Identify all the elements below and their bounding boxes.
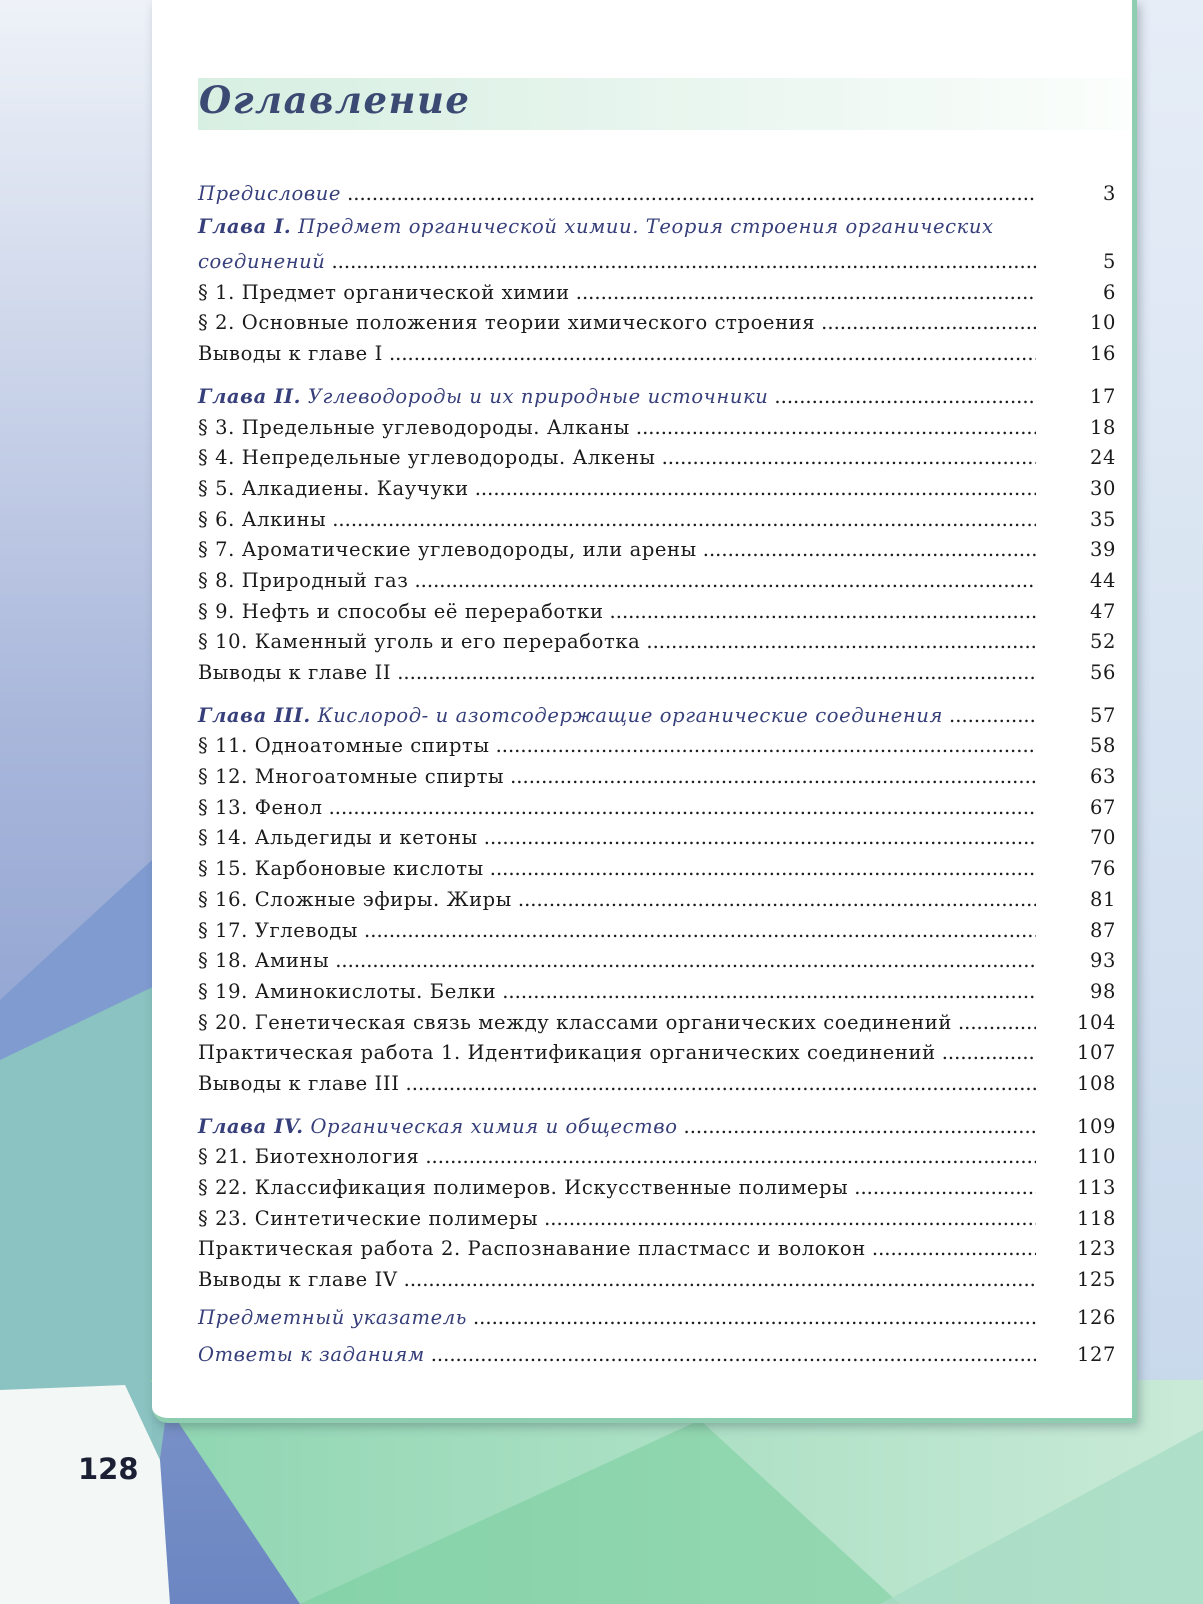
toc-entry-text: § 13. Фенол <box>198 795 323 819</box>
toc-entry-preface[interactable] <box>198 174 1116 205</box>
toc-entry[interactable] <box>198 304 1116 335</box>
toc-entry[interactable] <box>198 972 1116 1003</box>
toc-entry[interactable] <box>198 1034 1116 1065</box>
toc-entry-text: § 7. Ароматические углеводороды, или арены <box>198 538 697 562</box>
leader-dots <box>414 569 1036 592</box>
toc-entry-text: § 6. Алкины <box>198 507 327 531</box>
leader-dots <box>496 734 1036 757</box>
toc-entry-page: 18 <box>1089 415 1116 439</box>
leader-dots <box>684 1115 1036 1138</box>
leader-dots <box>347 182 1036 205</box>
chapter-title <box>198 385 768 408</box>
chapter-title <box>198 704 943 727</box>
toc-entry-page: 35 <box>1089 507 1116 531</box>
leader-dots <box>335 949 1036 972</box>
toc-entry-text: Предметный указатель <box>198 1305 467 1329</box>
toc-entry-page: 63 <box>1089 765 1116 789</box>
toc-entry-page: 44 <box>1089 568 1116 592</box>
toc-entry-page: 58 <box>1089 734 1116 758</box>
leader-dots <box>576 281 1036 304</box>
toc-entry-page: 39 <box>1089 538 1116 562</box>
toc-entry-text: § 11. Одноатомные спирты <box>198 734 490 758</box>
toc-entry-page: 110 <box>1076 1145 1116 1169</box>
leader-dots <box>475 477 1036 500</box>
toc-entry[interactable] <box>198 273 1116 304</box>
leader-dots <box>364 919 1036 942</box>
toc-entry-page: 93 <box>1089 949 1116 973</box>
toc-entry-page: 67 <box>1089 795 1116 819</box>
toc-entry[interactable] <box>198 727 1116 758</box>
toc-entry[interactable] <box>198 1230 1116 1261</box>
leader-dots <box>610 600 1036 623</box>
toc-entry-page: 52 <box>1089 630 1116 654</box>
toc-entry-text: Ответы к заданиям <box>198 1343 425 1367</box>
toc-entry-text: § 19. Аминокислоты. Белки <box>198 979 497 1003</box>
toc-entry-text: § 3. Предельные углеводороды. Алканы <box>198 415 630 439</box>
page-title: Оглавление <box>199 78 471 122</box>
toc-entry-page: 6 <box>1102 280 1116 304</box>
toc-entry[interactable] <box>198 408 1116 439</box>
toc-entry-text: Выводы к главе III <box>198 1071 400 1095</box>
toc-entry[interactable] <box>198 592 1116 623</box>
toc-entry-page: 17 <box>1089 384 1116 408</box>
toc-entry-text: § 1. Предмет органической химии <box>198 280 570 304</box>
toc-entry[interactable] <box>198 942 1116 973</box>
toc-entry[interactable] <box>198 623 1116 654</box>
toc-entry-page: 76 <box>1089 857 1116 881</box>
toc-entry-page: 56 <box>1089 661 1116 684</box>
toc-entry[interactable] <box>198 439 1116 470</box>
toc-entry[interactable] <box>198 334 1116 365</box>
toc-entry-page: 70 <box>1089 826 1116 850</box>
chapter-title-line1 <box>198 212 1116 243</box>
toc-entry[interactable] <box>198 788 1116 819</box>
toc-entry[interactable] <box>198 1199 1116 1230</box>
toc-entry-page: 108 <box>1076 1071 1116 1095</box>
toc-entry-text: § 10. Каменный уголь и его переработка <box>198 630 641 654</box>
leader-dots <box>949 704 1036 727</box>
toc-entry-page: 87 <box>1089 918 1116 942</box>
toc-entry-text: § 17. Углеводы <box>198 918 359 942</box>
leader-dots <box>636 416 1036 439</box>
chapter-label: Глава IV. <box>198 1114 304 1138</box>
leader-dots <box>397 661 1036 684</box>
chapter-label: Глава III. <box>198 703 311 727</box>
toc-entry-text: § 2. Основные положения теории химического строения <box>198 311 816 335</box>
toc-entry-page: 30 <box>1089 476 1116 500</box>
leader-dots <box>854 1176 1036 1199</box>
toc-entry-text: § 21. Биотехнология <box>198 1145 420 1169</box>
toc-entry-page: 118 <box>1076 1206 1116 1230</box>
table-of-contents <box>198 174 1116 1366</box>
toc-entry-text: Выводы к главе IV <box>198 1268 398 1292</box>
leader-dots <box>404 1268 1036 1291</box>
leader-dots <box>331 250 1036 273</box>
leader-dots <box>958 1011 1036 1034</box>
toc-entry[interactable] <box>198 469 1116 500</box>
toc-chapter-1[interactable] <box>198 212 1116 273</box>
leader-dots <box>502 980 1036 1003</box>
toc-entry-page: 127 <box>1076 1343 1116 1367</box>
leader-dots <box>774 385 1036 408</box>
leader-dots <box>662 446 1036 469</box>
page-number: 128 <box>78 1452 139 1486</box>
toc-entry-page: 16 <box>1089 342 1116 366</box>
toc-entry-text: Практическая работа 1. Идентификация органических соединений <box>198 1041 936 1065</box>
leader-dots <box>484 826 1036 849</box>
toc-entry-page: 107 <box>1076 1041 1116 1065</box>
toc-chapter-4[interactable] <box>198 1107 1116 1138</box>
toc-entry-page: 81 <box>1089 887 1116 911</box>
leader-dots <box>473 1306 1036 1329</box>
leader-dots <box>703 538 1036 561</box>
toc-entry-page: 98 <box>1089 979 1116 1003</box>
toc-entry-text: § 22. Классификация полимеров. Искусственные полимеры <box>198 1176 849 1199</box>
leader-dots <box>872 1237 1036 1260</box>
toc-entry[interactable] <box>198 653 1116 684</box>
toc-entry-text: § 18. Амины <box>198 949 330 973</box>
toc-chapter-2[interactable] <box>198 377 1116 408</box>
toc-entry[interactable] <box>198 531 1116 562</box>
chapter-title-text: Кислород- и азотсодержащие органические соединения <box>317 703 944 727</box>
toc-entry[interactable] <box>198 849 1116 880</box>
toc-entry-page: 57 <box>1089 703 1116 727</box>
toc-entry-page: 5 <box>1102 250 1116 274</box>
toc-entry-answers[interactable] <box>198 1336 1116 1367</box>
chapter-label: Глава I. <box>198 214 292 238</box>
toc-entry-page: 47 <box>1089 599 1116 623</box>
toc-entry[interactable] <box>198 819 1116 850</box>
leader-dots <box>431 1343 1036 1366</box>
toc-entry-text: § 14. Альдегиды и кетоны <box>198 826 478 850</box>
chapter-title <box>198 1115 678 1138</box>
toc-entry-text: § 4. Непредельные углеводороды. Алкены <box>198 446 656 470</box>
toc-entry[interactable] <box>198 1064 1116 1095</box>
leader-dots <box>942 1041 1036 1064</box>
leader-dots <box>518 888 1036 911</box>
leader-dots <box>646 630 1036 653</box>
toc-entry-text: § 12. Многоатомные спирты <box>198 765 505 789</box>
toc-entry[interactable] <box>198 1138 1116 1169</box>
toc-entry-page: 104 <box>1076 1010 1116 1034</box>
toc-entry-text: Выводы к главе I <box>198 342 383 366</box>
toc-entry-text: Выводы к главе II <box>198 661 392 684</box>
toc-entry[interactable] <box>198 500 1116 531</box>
leader-dots <box>821 311 1036 334</box>
leader-dots <box>406 1072 1036 1095</box>
toc-entry[interactable] <box>198 1003 1116 1034</box>
leader-dots <box>389 342 1036 365</box>
leader-dots <box>425 1145 1036 1168</box>
toc-entry-text: Практическая работа 2. Распознавание пластмасс и волокон <box>198 1237 866 1261</box>
leader-dots <box>510 765 1036 788</box>
chapter-title-text: Органическая химия и общество <box>310 1114 678 1138</box>
toc-entry[interactable] <box>198 880 1116 911</box>
toc-chapter-3[interactable] <box>198 696 1116 727</box>
toc-entry-page: 113 <box>1076 1176 1116 1199</box>
toc-entry-text: § 23. Синтетические полимеры <box>198 1206 539 1230</box>
toc-entry-index[interactable] <box>198 1298 1116 1329</box>
toc-entry-text: § 20. Генетическая связь между классами органических соединений <box>198 1010 952 1034</box>
toc-entry[interactable] <box>198 911 1116 942</box>
toc-entry-page: 3 <box>1102 181 1116 205</box>
toc-entry[interactable] <box>198 757 1116 788</box>
toc-entry-page: 125 <box>1076 1268 1116 1292</box>
toc-entry-page: 126 <box>1076 1305 1116 1329</box>
chapter-title-line2 <box>198 242 1116 273</box>
toc-entry-page: 10 <box>1089 311 1116 335</box>
toc-entry-text: Предисловие <box>198 181 342 205</box>
chapter-title: Предмет органической химии. Теория строения органических <box>298 214 994 238</box>
toc-entry-text: § 16. Сложные эфиры. Жиры <box>198 887 512 911</box>
toc-entry-text: § 9. Нефть и способы её переработки <box>198 599 604 623</box>
leader-dots <box>544 1207 1036 1230</box>
toc-entry[interactable] <box>198 1168 1116 1199</box>
toc-entry-text: § 15. Карбоновые кислоты <box>198 857 484 881</box>
toc-entry[interactable] <box>198 1260 1116 1291</box>
toc-entry-page: 123 <box>1076 1237 1116 1261</box>
toc-entry-page: 109 <box>1076 1114 1116 1138</box>
chapter-label: Глава II. <box>198 384 302 408</box>
leader-dots <box>332 508 1036 531</box>
leader-dots <box>490 857 1036 880</box>
toc-entry-page: 24 <box>1089 446 1116 470</box>
chapter-title-cont: соединений <box>198 250 326 274</box>
toc-entry[interactable] <box>198 561 1116 592</box>
chapter-title-text: Углеводороды и их природные источники <box>307 384 769 408</box>
toc-entry-text: § 8. Природный газ <box>198 568 409 592</box>
toc-entry-text: § 5. Алкадиены. Каучуки <box>198 476 469 500</box>
leader-dots <box>329 796 1036 819</box>
